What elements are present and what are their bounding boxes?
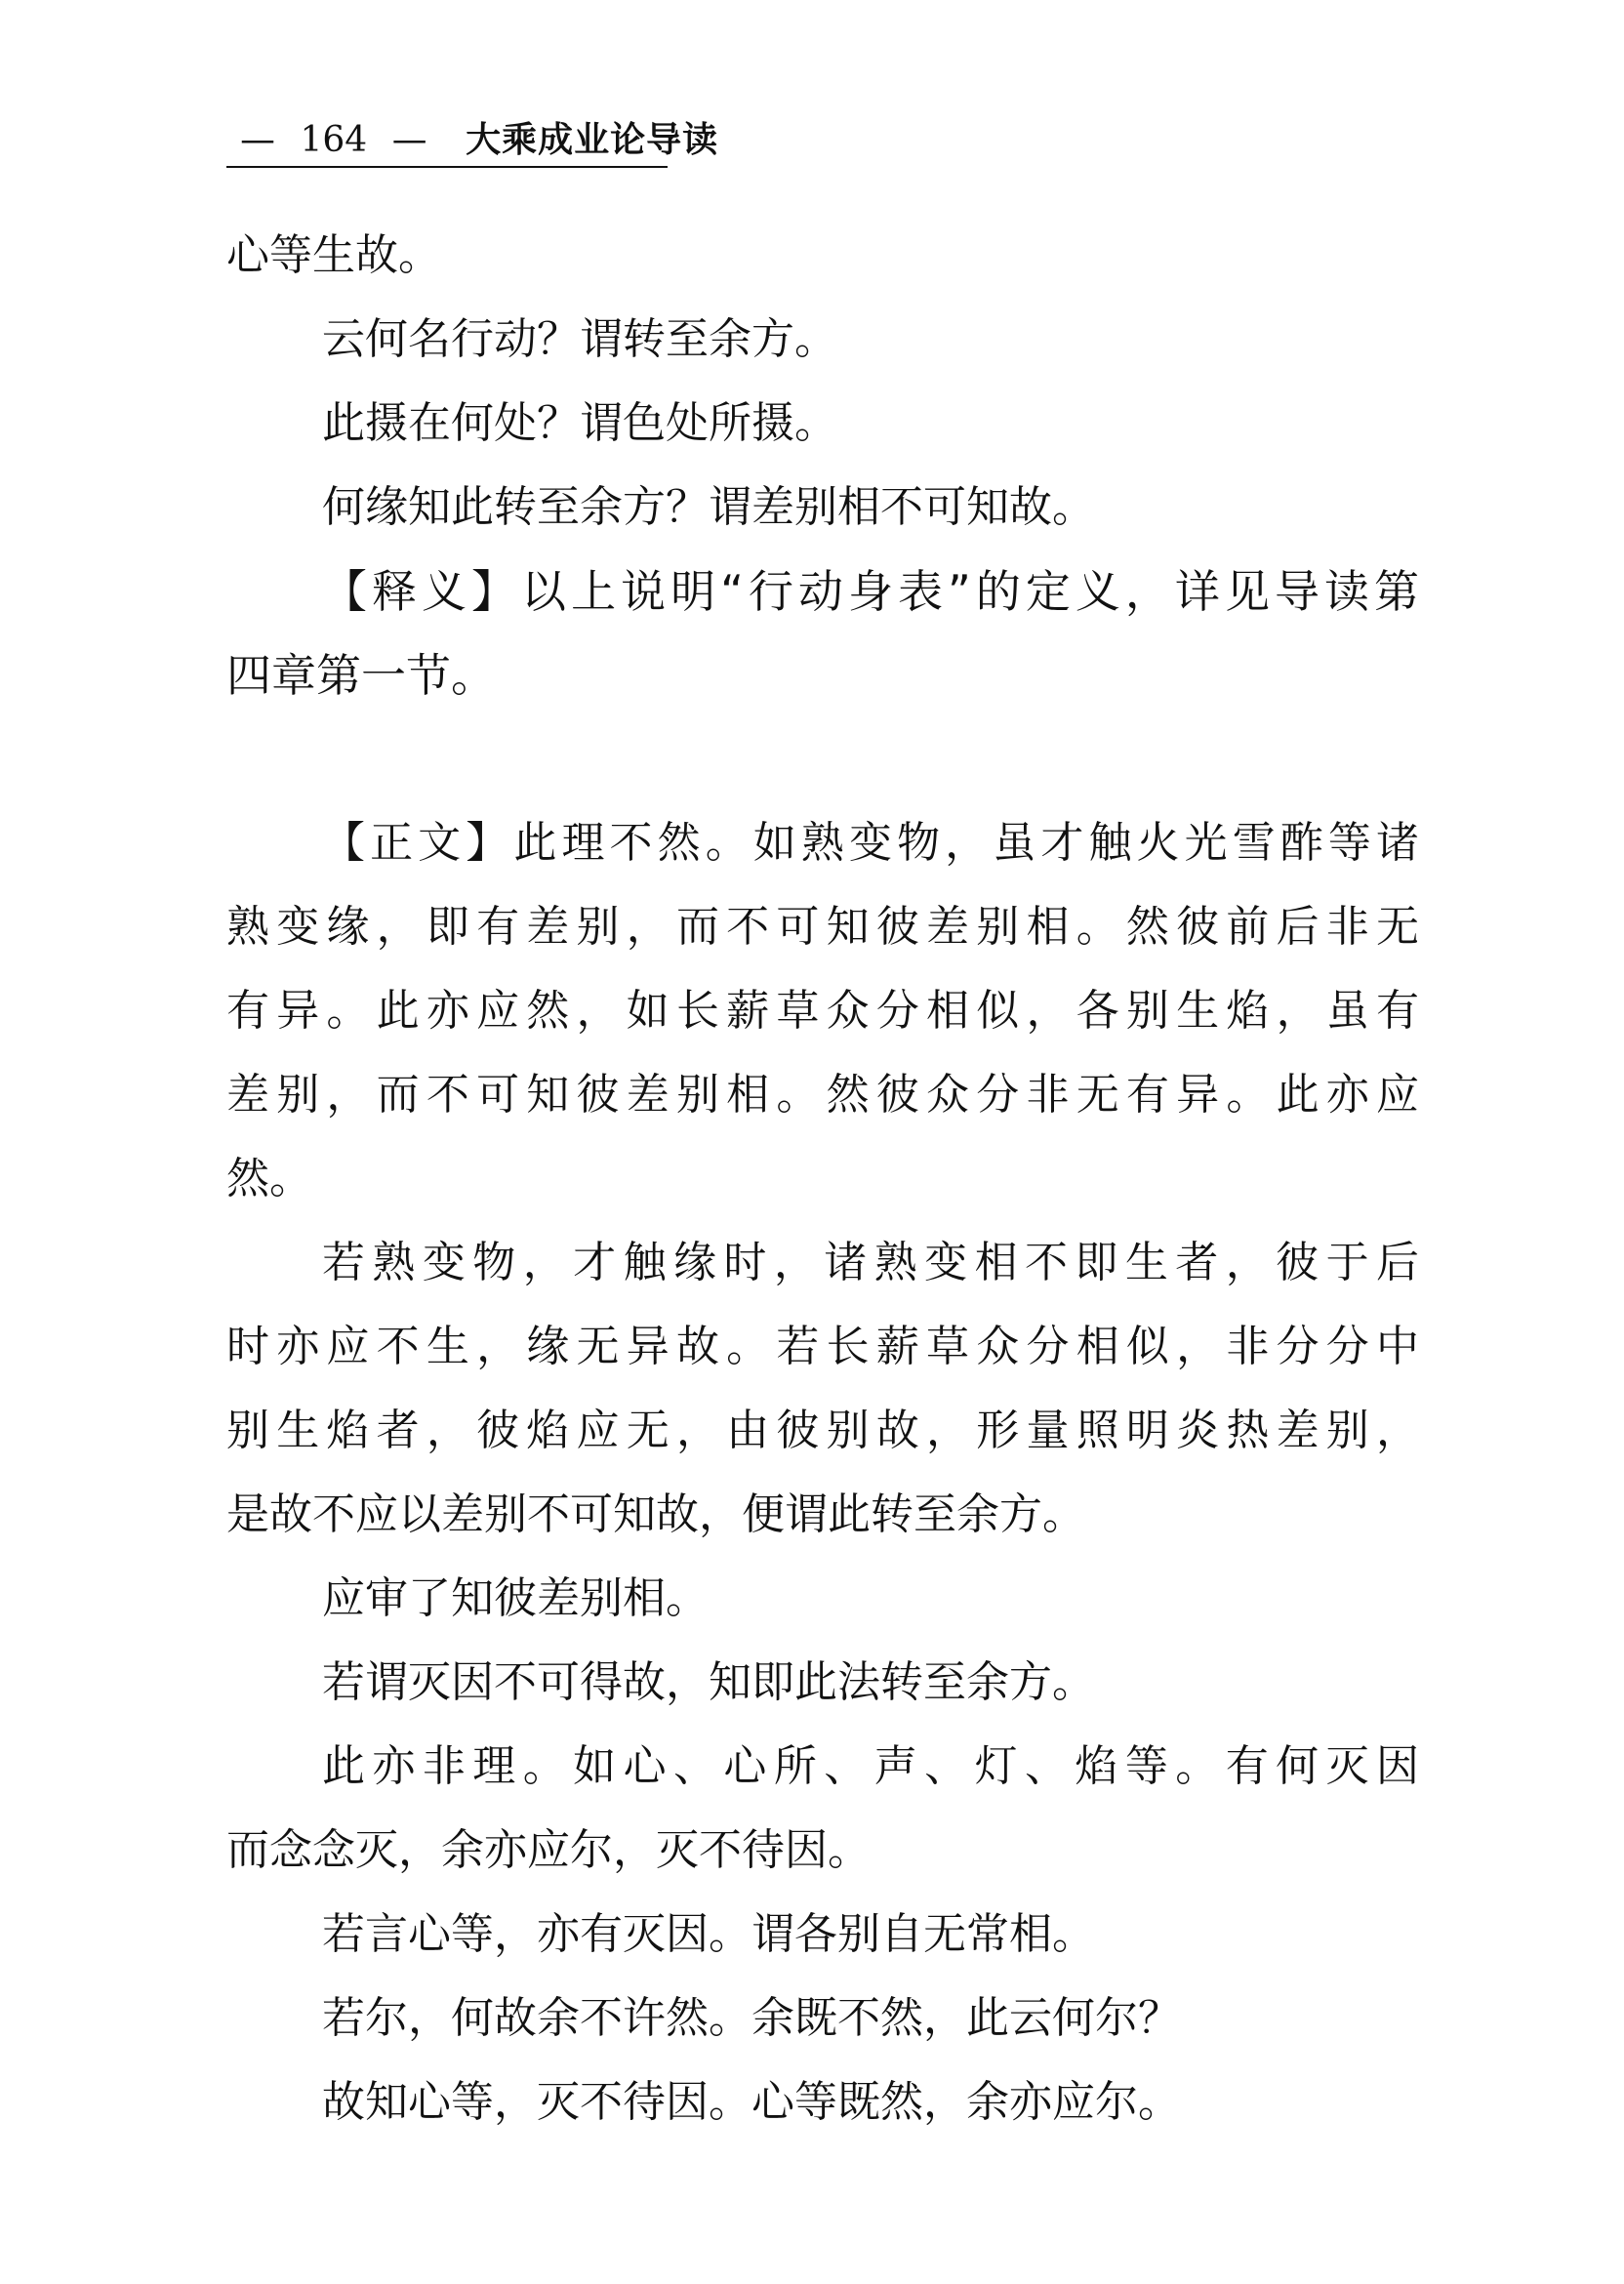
running-header <box>226 115 719 168</box>
text-line: 若熟变物，才触缘时，诸熟变相不即生者，彼于后 <box>322 1238 1419 1287</box>
text-line: 差别，而不可知彼差别相。然彼众分非无有异。此亦应 <box>226 1070 1419 1120</box>
text-line: 应审了知彼差别相。 <box>322 1573 709 1623</box>
text-line: 云何名行动？谓转至余方。 <box>322 314 837 364</box>
text-line: 若言心等，亦有灭因。谓各别自无常相。 <box>322 1909 1095 1959</box>
header-dash-right: — <box>391 120 427 160</box>
text-line: 是故不应以差别不可知故，便谓此转至余方。 <box>226 1489 1085 1539</box>
commentary-line: 【释义】以上说明“行动身表”的定义，详见导读第 <box>322 565 1419 618</box>
text-line: 心等生故。 <box>226 230 441 280</box>
text-line: 此亦非理。如心、心所、声、灯、焰等。有何灭因 <box>322 1741 1419 1791</box>
text-line: 【正文】此理不然。如熟变物，虽才触火光雪酢等诸 <box>322 818 1419 868</box>
text-line: 时亦应不生，缘无异故。若长薪草众分相似，非分分中 <box>226 1322 1419 1371</box>
text-line: 而念念灭，余亦应尔，灭不待因。 <box>226 1825 871 1875</box>
text-line: 熟变缘，即有差别，而不可知彼差别相。然彼前后非无 <box>226 902 1419 952</box>
text-line: 然。 <box>226 1154 312 1203</box>
header-dash-left: — <box>240 120 275 160</box>
book-title: 大乘成业论导读 <box>466 120 719 160</box>
page-number: 164 <box>300 120 368 160</box>
text-line: 若谓灭因不可得故，知即此法转至余方。 <box>322 1657 1095 1707</box>
text-line: 此摄在何处？谓色处所摄。 <box>322 398 837 448</box>
text-line: 若尔，何故余不许然。余既不然，此云何尔？ <box>322 1993 1181 2043</box>
text-line: 故知心等，灭不待因。心等既然，余亦应尔。 <box>322 2077 1181 2127</box>
text-line: 别生焰者，彼焰应无，由彼别故，形量照明炎热差别， <box>226 1406 1419 1455</box>
text-line: 有异。此亦应然，如长薪草众分相似，各别生焰，虽有 <box>226 986 1419 1036</box>
text-line: 何缘知此转至余方？谓差别相不可知故。 <box>322 482 1095 532</box>
commentary-line: 四章第一节。 <box>226 649 496 702</box>
